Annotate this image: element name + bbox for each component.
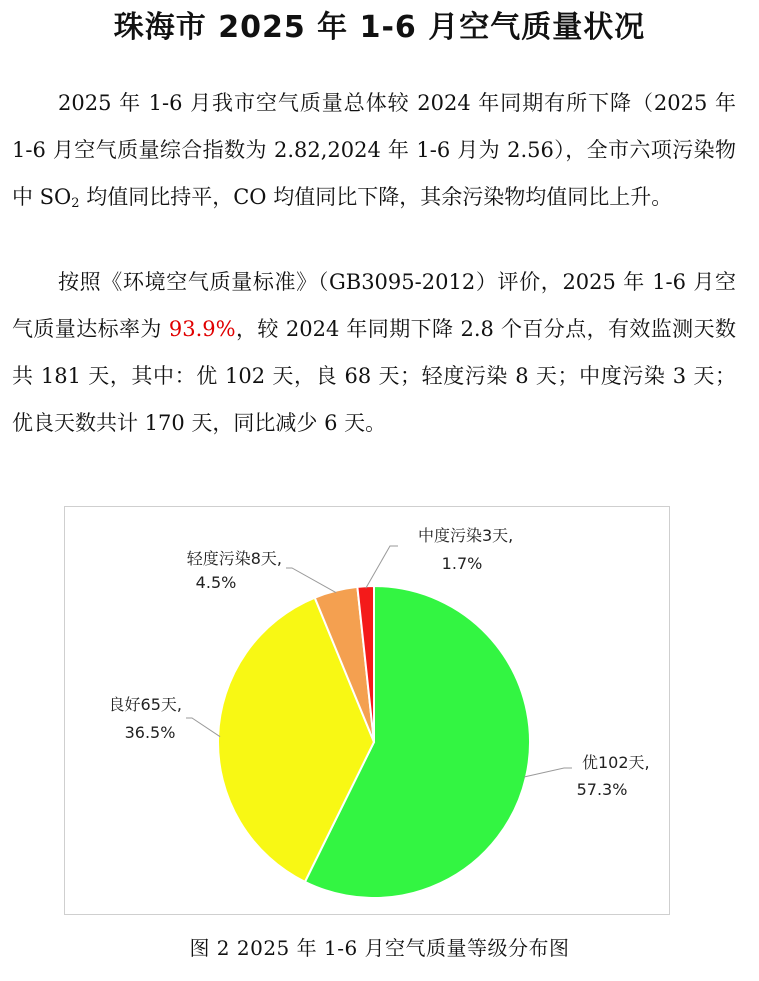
air-quality-pie-chart: [64, 506, 670, 915]
slice-excellent-label: 优102天,: [582, 753, 650, 772]
paragraph-evaluation-text-b: ，较 2024 年同期下降 2.8 个百分点，有效监测天数共 181 天，其中：优 102 天，良 68 天；轻度污染 8 天；中度污染 3 天；优良天数共计 170 天，同比减少 6 天。: [12, 317, 736, 435]
slice-good-leader-line: [186, 718, 220, 737]
paragraph-overview-text-b: 均值同比持平，CO 均值同比下降，其余污染物均值同比上升。: [79, 185, 673, 209]
paragraph-overview: [12, 80, 736, 221]
slice-moderate-pollution-percent: 1.7%: [441, 554, 483, 573]
slice-light-pollution-label: 轻度污染8天,: [186, 549, 282, 568]
compliance-rate-highlight: 93.9%: [168, 317, 236, 341]
paragraph-evaluation-text-a: 按照《环境空气质量标准》（GB3095-2012）评价，2025 年 1-6 月空气质量达标率为: [12, 270, 736, 341]
slice-excellent-leader-line: [524, 768, 572, 777]
slice-excellent-percent: 57.3%: [576, 780, 628, 799]
paragraph-evaluation: [12, 259, 736, 447]
slice-good-percent: 36.5%: [124, 723, 176, 742]
page-title: 珠海市 2025 年 1-6 月空气质量状况: [113, 10, 646, 45]
figure-caption: 图 2 2025 年 1-6 月空气质量等级分布图: [189, 936, 570, 960]
slice-moderate-pollution-leader-line: [366, 546, 398, 588]
slice-light-pollution-percent: 4.5%: [195, 573, 237, 592]
slice-moderate-pollution-label: 中度污染3天,: [418, 526, 514, 545]
so2-subscript: 2: [71, 196, 80, 211]
paragraph-overview-text-a: 2025 年 1-6 月我市空气质量总体较 2024 年同期有所下降（2025 年 1-6 月空气质量综合指数为 2.82,2024 年 1-6 月为 2.56），全市六项污染物中 SO: [12, 91, 736, 209]
slice-good-label: 良好65天,: [108, 695, 182, 714]
slice-light-pollution-leader-line: [286, 568, 336, 593]
